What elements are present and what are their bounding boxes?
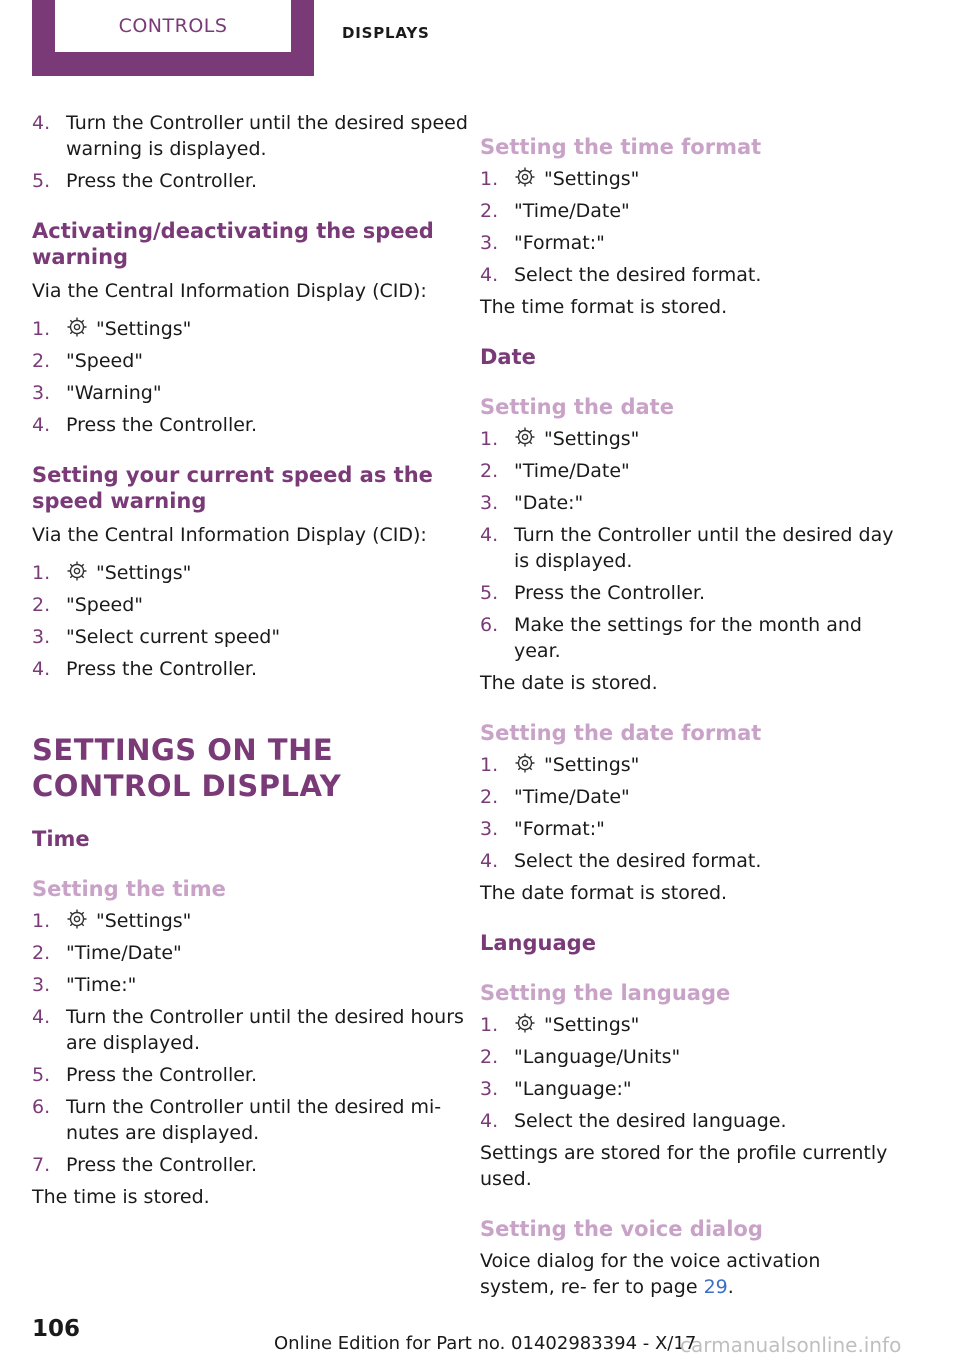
setting-time-result: The time is stored. bbox=[32, 1186, 210, 1208]
major-heading: SETTINGS ON THE CONTROL DISPLAY bbox=[32, 733, 342, 803]
list-item: 4. Select the desired language. bbox=[480, 1110, 787, 1132]
voice-dialog-heading: Setting the voice dialog bbox=[480, 1217, 763, 1241]
list-item: 1. "Settings" bbox=[480, 754, 640, 776]
setting-date-result: The date is stored. bbox=[480, 672, 658, 694]
list-item: 1. "Settings" bbox=[32, 562, 192, 584]
list-item: 2. "Time/Date" bbox=[480, 786, 630, 808]
list-item: 2. "Time/Date" bbox=[32, 942, 182, 964]
displays-tab[interactable]: DISPLAYS bbox=[342, 24, 430, 42]
list-item: 2. "Language/Units" bbox=[480, 1046, 681, 1068]
list-item: 4. Turn the Controller until the desired speed warning is displayed. bbox=[32, 112, 468, 160]
activating-intro: Via the Central Information Display (CID): bbox=[32, 280, 427, 302]
controls-tab-label: CONTROLS bbox=[55, 0, 291, 52]
page-number: 106 bbox=[32, 1316, 81, 1342]
gear-icon bbox=[514, 166, 536, 188]
voice-dialog-text: Voice dialog for the voice activation system, re‐ fer to page 29. bbox=[480, 1250, 821, 1298]
list-item: 4. Turn the Controller until the desired day is displayed. bbox=[480, 524, 894, 572]
date-format-steps-list bbox=[480, 752, 900, 874]
list-item: 6. Turn the Controller until the desired mi‐ nutes are displayed. bbox=[32, 1096, 442, 1144]
list-item: 1. "Settings" bbox=[480, 1014, 640, 1036]
list-item: 2. "Speed" bbox=[32, 350, 144, 372]
list-item: 3. "Format:" bbox=[480, 818, 605, 840]
watermark: carmanualsonline.info bbox=[680, 1333, 902, 1357]
setting-language-result: Settings are stored for the profile currently used. bbox=[480, 1142, 888, 1190]
list-item: 5. Press the Controller. bbox=[32, 170, 258, 192]
current-speed-heading: Setting your current speed as the speed warning bbox=[32, 463, 433, 513]
list-item: 4. Select the desired format. bbox=[480, 850, 762, 872]
page-link[interactable]: 29 bbox=[703, 1276, 728, 1298]
list-item: 1. "Settings" bbox=[32, 910, 192, 932]
time-heading: Time bbox=[32, 827, 90, 851]
list-item: 1. "Settings" bbox=[32, 318, 192, 340]
activating-steps-list bbox=[32, 316, 472, 438]
list-item: 3. "Warning" bbox=[32, 382, 162, 404]
list-item: 2. "Speed" bbox=[32, 594, 144, 616]
cont-steps-list bbox=[32, 110, 472, 194]
list-item: 5. Press the Controller. bbox=[32, 1064, 258, 1086]
list-item: 4. Select the desired format. bbox=[480, 264, 762, 286]
list-item: 4. Press the Controller. bbox=[32, 414, 258, 436]
activating-heading: Activating/deactivating the speed warning bbox=[32, 219, 434, 269]
list-item: 1. "Settings" bbox=[480, 168, 640, 190]
time-format-steps-list bbox=[480, 166, 900, 288]
list-item: 2. "Time/Date" bbox=[480, 200, 630, 222]
list-item: 6. Make the settings for the month and year. bbox=[480, 614, 862, 662]
setting-date-heading: Setting the date bbox=[480, 395, 674, 419]
date-format-heading: Setting the date format bbox=[480, 721, 762, 745]
list-item: 1. "Settings" bbox=[480, 428, 640, 450]
gear-icon bbox=[66, 316, 88, 338]
time-format-result: The time format is stored. bbox=[480, 296, 728, 318]
current-speed-intro: Via the Central Information Display (CID): bbox=[32, 524, 427, 546]
list-item: 7. Press the Controller. bbox=[32, 1154, 258, 1176]
setting-language-steps-list bbox=[480, 1012, 900, 1134]
left-column bbox=[32, 110, 472, 1216]
right-column bbox=[480, 110, 900, 1306]
controls-tab[interactable] bbox=[32, 0, 314, 76]
list-item: 3. "Select current speed" bbox=[32, 626, 281, 648]
list-item: 5. Press the Controller. bbox=[480, 582, 706, 604]
list-item: 4. Turn the Controller until the desired hours are displayed. bbox=[32, 1006, 464, 1054]
gear-icon bbox=[514, 426, 536, 448]
date-format-result: The date format is stored. bbox=[480, 882, 728, 904]
setting-time-heading: Setting the time bbox=[32, 877, 226, 901]
list-item: 4. Press the Controller. bbox=[32, 658, 258, 680]
list-item: 3. "Format:" bbox=[480, 232, 605, 254]
gear-icon bbox=[66, 908, 88, 930]
language-heading: Language bbox=[480, 931, 596, 955]
time-format-heading: Setting the time format bbox=[480, 135, 762, 159]
gear-icon bbox=[66, 560, 88, 582]
list-item: 3. "Language:" bbox=[480, 1078, 632, 1100]
setting-time-steps-list bbox=[32, 908, 472, 1178]
list-item: 3. "Time:" bbox=[32, 974, 137, 996]
list-item: 2. "Time/Date" bbox=[480, 460, 630, 482]
current-speed-steps-list bbox=[32, 560, 472, 682]
setting-date-steps-list bbox=[480, 426, 900, 664]
gear-icon bbox=[514, 752, 536, 774]
gear-icon bbox=[514, 1012, 536, 1034]
list-item: 3. "Date:" bbox=[480, 492, 584, 514]
date-heading: Date bbox=[480, 345, 536, 369]
edition-footer: Online Edition for Part no. 01402983394 - X/17 bbox=[274, 1333, 697, 1354]
setting-language-heading: Setting the language bbox=[480, 981, 731, 1005]
